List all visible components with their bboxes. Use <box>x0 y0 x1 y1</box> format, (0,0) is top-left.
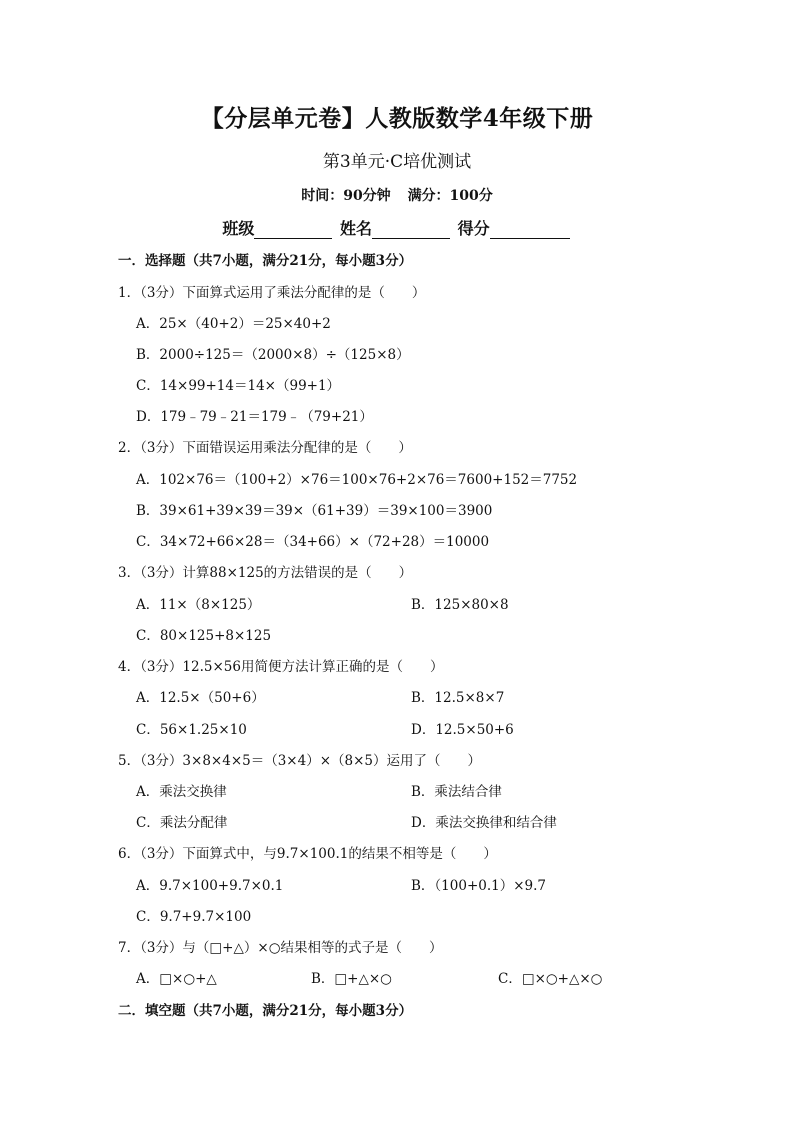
option-c[interactable]: C．14×99+14＝14×（99+1） <box>136 378 341 394</box>
score-blank[interactable] <box>490 222 570 239</box>
option-a[interactable]: A．11×（8×125） <box>136 597 261 613</box>
question-stem: 2．（3分）下面错误运用乘法分配律的是（ ） <box>118 440 412 456</box>
question-stem: 5．（3分）3×8×4×5＝（3×4）×（8×5）运用了（ ） <box>118 753 482 769</box>
option-d[interactable]: D．乘法交换律和结合律 <box>411 815 557 831</box>
full-score: 满分：100分 <box>407 188 493 204</box>
question-stem: 6．（3分）下面算式中，与9.7×100.1的结果不相等是（ ） <box>118 846 497 862</box>
option-b[interactable]: B．2000÷125＝（2000×8）÷（125×8） <box>136 347 410 363</box>
option-c[interactable]: C．34×72+66×28＝（34+66）×（72+28）＝10000 <box>136 534 490 550</box>
exam-meta <box>0 185 794 205</box>
option-b[interactable]: B．39×61+39×39＝39×（61+39）＝39×100＝3900 <box>136 503 493 519</box>
option-a[interactable]: A．25×（40+2）＝25×40+2 <box>136 316 331 332</box>
name-blank[interactable] <box>372 222 450 239</box>
option-c[interactable]: C．56×1.25×10 <box>136 722 247 738</box>
section-heading-fill: 二．填空题（共7小题，满分21分，每小题3分） <box>118 1003 413 1019</box>
option-b[interactable]: B．□+△×○ <box>311 971 392 987</box>
class-blank[interactable] <box>254 222 332 239</box>
option-c[interactable]: C．乘法分配律 <box>136 815 228 831</box>
section-heading-choice: 一．选择题（共7小题，满分21分，每小题3分） <box>118 253 413 269</box>
student-info-line <box>0 216 794 239</box>
option-a[interactable]: A．乘法交换律 <box>136 784 227 800</box>
option-b[interactable]: B．12.5×8×7 <box>411 690 505 706</box>
option-c[interactable]: C．80×125+8×125 <box>136 628 272 644</box>
option-a[interactable]: A．12.5×（50+6） <box>136 690 265 706</box>
question-stem: 3．（3分）计算88×125的方法错误的是（ ） <box>118 565 413 581</box>
option-a[interactable]: A．9.7×100+9.7×0.1 <box>136 878 284 894</box>
option-b[interactable]: B．（100+0.1）×9.7 <box>411 878 546 894</box>
question-stem: 4．（3分）12.5×56用简便方法计算正确的是（ ） <box>118 659 444 675</box>
name-label: 姓名 <box>339 219 372 238</box>
question-stem: 7．（3分）与（□+△）×○结果相等的式子是（ ） <box>118 940 443 956</box>
question-stem: 1．（3分）下面算式运用了乘法分配律的是（ ） <box>118 285 426 301</box>
option-b[interactable]: B．125×80×8 <box>411 597 509 613</box>
option-d[interactable]: D．12.5×50+6 <box>411 722 514 738</box>
page-title: 【分层单元卷】人教版数学4年级下册 <box>200 105 594 132</box>
option-c[interactable]: C．9.7+9.7×100 <box>136 909 252 925</box>
option-c[interactable]: C．□×○+△×○ <box>498 971 603 987</box>
score-label: 得分 <box>457 219 490 238</box>
page-subtitle: 第3单元·C培优测试 <box>322 152 472 172</box>
option-a[interactable]: A．102×76＝（100+2）×76＝100×76+2×76＝7600+152＝7752 <box>136 472 578 488</box>
time-limit: 时间：90分钟 <box>301 188 391 204</box>
option-a[interactable]: A．□×○+△ <box>136 971 217 987</box>
option-d[interactable]: D．179﹣79﹣21＝179﹣（79+21） <box>136 409 373 425</box>
class-label: 班级 <box>222 219 255 238</box>
option-b[interactable]: B．乘法结合律 <box>411 784 502 800</box>
